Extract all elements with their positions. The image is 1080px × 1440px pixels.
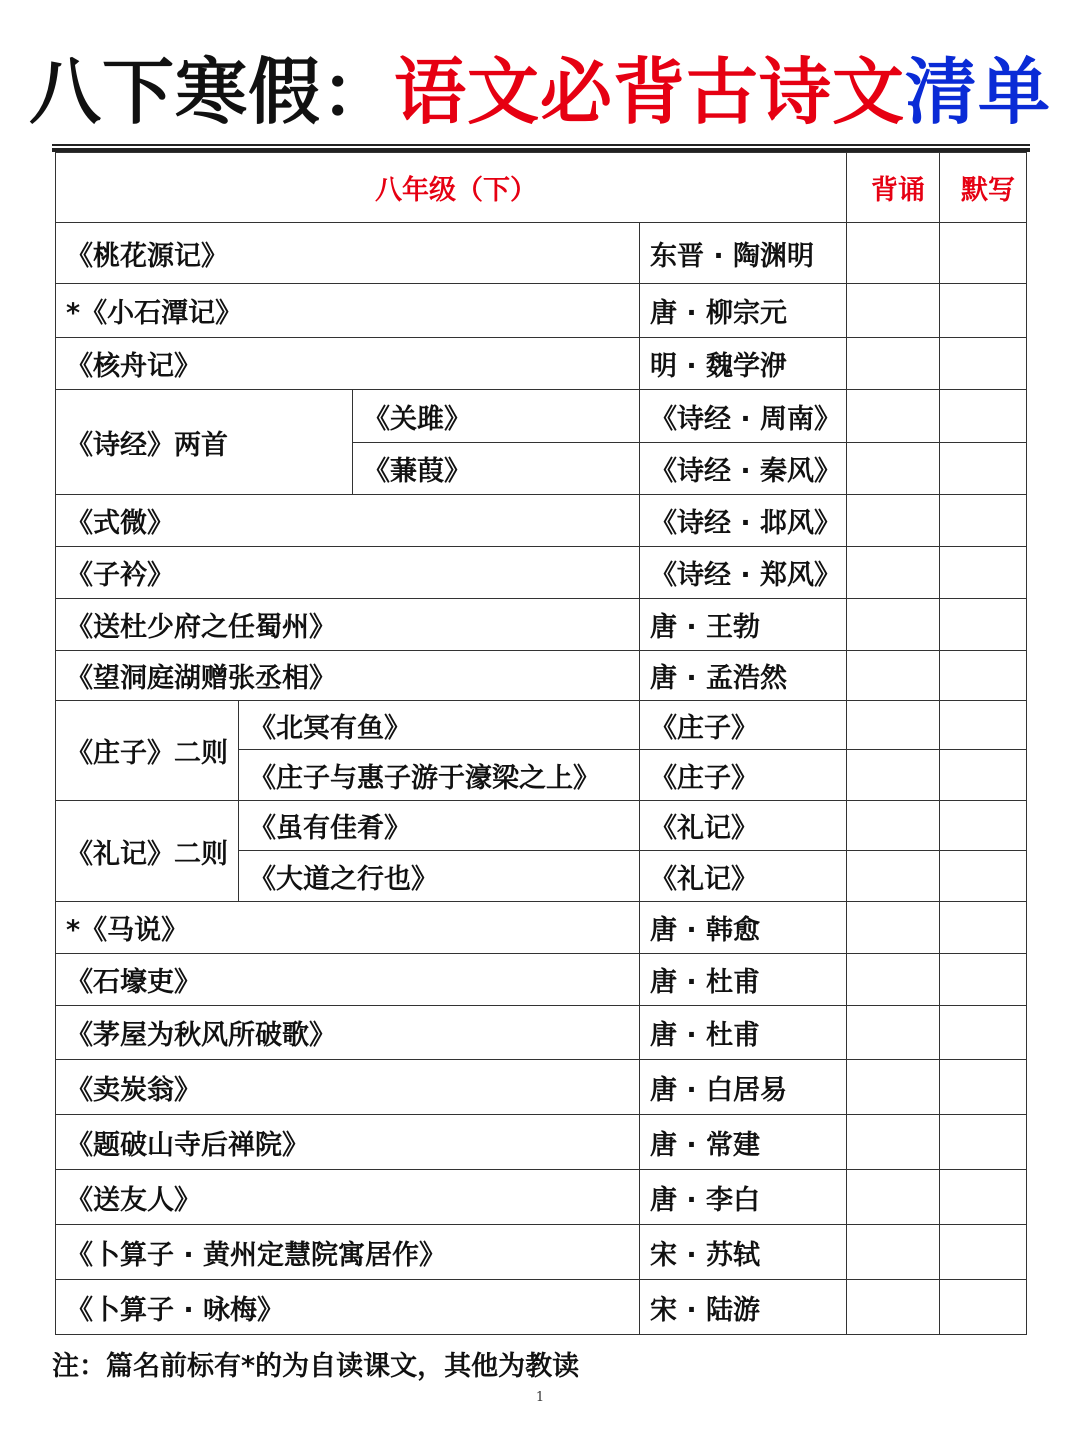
poem-source: 《诗经 · 邶风》 xyxy=(640,495,847,547)
recite-checkbox[interactable] xyxy=(847,1006,940,1060)
poem-author: 明 · 魏学洢 xyxy=(640,338,847,390)
poem-source: 《礼记》 xyxy=(640,851,847,902)
poem-author: 唐 · 孟浩然 xyxy=(640,651,847,701)
dictation-checkbox[interactable] xyxy=(940,651,1027,701)
poem-title: 《蒹葭》 xyxy=(353,443,640,495)
table-header-row xyxy=(56,153,1027,223)
dictation-checkbox[interactable] xyxy=(940,284,1027,338)
poem-title: 《桃花源记》 xyxy=(56,223,640,284)
dictation-checkbox[interactable] xyxy=(940,1006,1027,1060)
poem-source: 《庄子》 xyxy=(640,701,847,750)
table-row xyxy=(56,599,1027,651)
recite-checkbox[interactable] xyxy=(847,338,940,390)
poem-title: 《子衿》 xyxy=(56,547,640,599)
poem-author: 唐 · 王勃 xyxy=(640,599,847,651)
recite-checkbox[interactable] xyxy=(847,750,940,801)
poem-title: 《卜算子 · 黄州定慧院寓居作》 xyxy=(56,1225,640,1280)
poem-author: 唐 · 柳宗元 xyxy=(640,284,847,338)
recite-checkbox[interactable] xyxy=(847,547,940,599)
dictation-checkbox[interactable] xyxy=(940,1225,1027,1280)
table-row xyxy=(56,651,1027,701)
recite-checkbox[interactable] xyxy=(847,223,940,284)
table-row xyxy=(56,801,1027,851)
table-row xyxy=(56,338,1027,390)
poem-title: 《卖炭翁》 xyxy=(56,1060,640,1115)
recite-checkbox[interactable] xyxy=(847,1060,940,1115)
poem-author: 唐 · 杜甫 xyxy=(640,954,847,1006)
dictation-checkbox[interactable] xyxy=(940,851,1027,902)
dictation-checkbox[interactable] xyxy=(940,1170,1027,1225)
title-black-part: 八下寒假： xyxy=(28,49,394,134)
poem-title: 《式微》 xyxy=(56,495,640,547)
dictation-checkbox[interactable] xyxy=(940,1060,1027,1115)
recite-header: 背诵 xyxy=(847,153,940,223)
poem-source: 《诗经 · 郑风》 xyxy=(640,547,847,599)
title-red-part: 语文必背古诗文 xyxy=(393,49,905,134)
dictation-checkbox[interactable] xyxy=(940,443,1027,495)
table-row xyxy=(56,954,1027,1006)
poem-author: 唐 · 韩愈 xyxy=(640,902,847,954)
dictation-header: 默写 xyxy=(940,153,1027,223)
dictation-checkbox[interactable] xyxy=(940,599,1027,651)
table-row xyxy=(56,701,1027,750)
title-blue-part: 清单 xyxy=(905,49,1052,134)
table-row xyxy=(56,1060,1027,1115)
poem-author: 唐 · 白居易 xyxy=(640,1060,847,1115)
poem-author: 东晋 · 陶渊明 xyxy=(640,223,847,284)
poem-author: 宋 · 苏轼 xyxy=(640,1225,847,1280)
dictation-checkbox[interactable] xyxy=(940,750,1027,801)
recite-checkbox[interactable] xyxy=(847,701,940,750)
dictation-checkbox[interactable] xyxy=(940,495,1027,547)
group-title: 《礼记》二则 xyxy=(56,801,239,902)
dictation-checkbox[interactable] xyxy=(940,701,1027,750)
recite-checkbox[interactable] xyxy=(847,1170,940,1225)
dictation-checkbox[interactable] xyxy=(940,390,1027,443)
poem-title: 《石壕吏》 xyxy=(56,954,640,1006)
recite-checkbox[interactable] xyxy=(847,599,940,651)
poem-title: *《小石潭记》 xyxy=(56,284,640,338)
poem-source: 《诗经 · 周南》 xyxy=(640,390,847,443)
poem-source: 《庄子》 xyxy=(640,750,847,801)
dictation-checkbox[interactable] xyxy=(940,902,1027,954)
table-row xyxy=(56,902,1027,954)
dictation-checkbox[interactable] xyxy=(940,1280,1027,1335)
table-row xyxy=(56,1170,1027,1225)
table-row xyxy=(56,1280,1027,1335)
poem-title: 《核舟记》 xyxy=(56,338,640,390)
poem-checklist-table xyxy=(55,152,1027,1335)
grade-header: 八年级（下） xyxy=(56,153,847,223)
poem-title: 《茅屋为秋风所破歌》 xyxy=(56,1006,640,1060)
group-title: 《庄子》二则 xyxy=(56,701,239,801)
dictation-checkbox[interactable] xyxy=(940,954,1027,1006)
poem-author: 唐 · 常建 xyxy=(640,1115,847,1170)
recite-checkbox[interactable] xyxy=(847,495,940,547)
footnote: 注：篇名前标有*的为自读课文，其他为教读 xyxy=(52,1351,580,1382)
poem-title: 《虽有佳肴》 xyxy=(239,801,640,851)
poem-title: 《北冥有鱼》 xyxy=(239,701,640,750)
dictation-checkbox[interactable] xyxy=(940,801,1027,851)
recite-checkbox[interactable] xyxy=(847,443,940,495)
recite-checkbox[interactable] xyxy=(847,954,940,1006)
dictation-checkbox[interactable] xyxy=(940,1115,1027,1170)
table-row xyxy=(56,547,1027,599)
dictation-checkbox[interactable] xyxy=(940,547,1027,599)
poem-author: 宋 · 陆游 xyxy=(640,1280,847,1335)
poem-title: 《庄子与惠子游于濠梁之上》 xyxy=(239,750,640,801)
group-title: 《诗经》两首 xyxy=(56,390,353,495)
recite-checkbox[interactable] xyxy=(847,1115,940,1170)
poem-title: 《卜算子 · 咏梅》 xyxy=(56,1280,640,1335)
table-row xyxy=(56,1115,1027,1170)
recite-checkbox[interactable] xyxy=(847,1280,940,1335)
recite-checkbox[interactable] xyxy=(847,1225,940,1280)
poem-source: 《诗经 · 秦风》 xyxy=(640,443,847,495)
title-rule-thin xyxy=(52,144,1030,146)
recite-checkbox[interactable] xyxy=(847,284,940,338)
recite-checkbox[interactable] xyxy=(847,390,940,443)
poem-author: 唐 · 李白 xyxy=(640,1170,847,1225)
poem-title: 《送友人》 xyxy=(56,1170,640,1225)
page-title xyxy=(0,42,1080,142)
table-row xyxy=(56,495,1027,547)
table-row xyxy=(56,1006,1027,1060)
poem-title: 《大道之行也》 xyxy=(239,851,640,902)
table-row xyxy=(56,284,1027,338)
poem-title: 《题破山寺后禅院》 xyxy=(56,1115,640,1170)
recite-checkbox[interactable] xyxy=(847,851,940,902)
recite-checkbox[interactable] xyxy=(847,801,940,851)
table-row xyxy=(56,223,1027,284)
page-number: 1 xyxy=(535,1390,545,1405)
poem-title: 《送杜少府之任蜀州》 xyxy=(56,599,640,651)
recite-checkbox[interactable] xyxy=(847,902,940,954)
poem-title: 《望洞庭湖赠张丞相》 xyxy=(56,651,640,701)
table-row xyxy=(56,390,1027,443)
dictation-checkbox[interactable] xyxy=(940,338,1027,390)
poem-title: *《马说》 xyxy=(56,902,640,954)
poem-title: 《关雎》 xyxy=(353,390,640,443)
recite-checkbox[interactable] xyxy=(847,651,940,701)
dictation-checkbox[interactable] xyxy=(940,223,1027,284)
poem-source: 《礼记》 xyxy=(640,801,847,851)
table-row xyxy=(56,1225,1027,1280)
poem-author: 唐 · 杜甫 xyxy=(640,1006,847,1060)
